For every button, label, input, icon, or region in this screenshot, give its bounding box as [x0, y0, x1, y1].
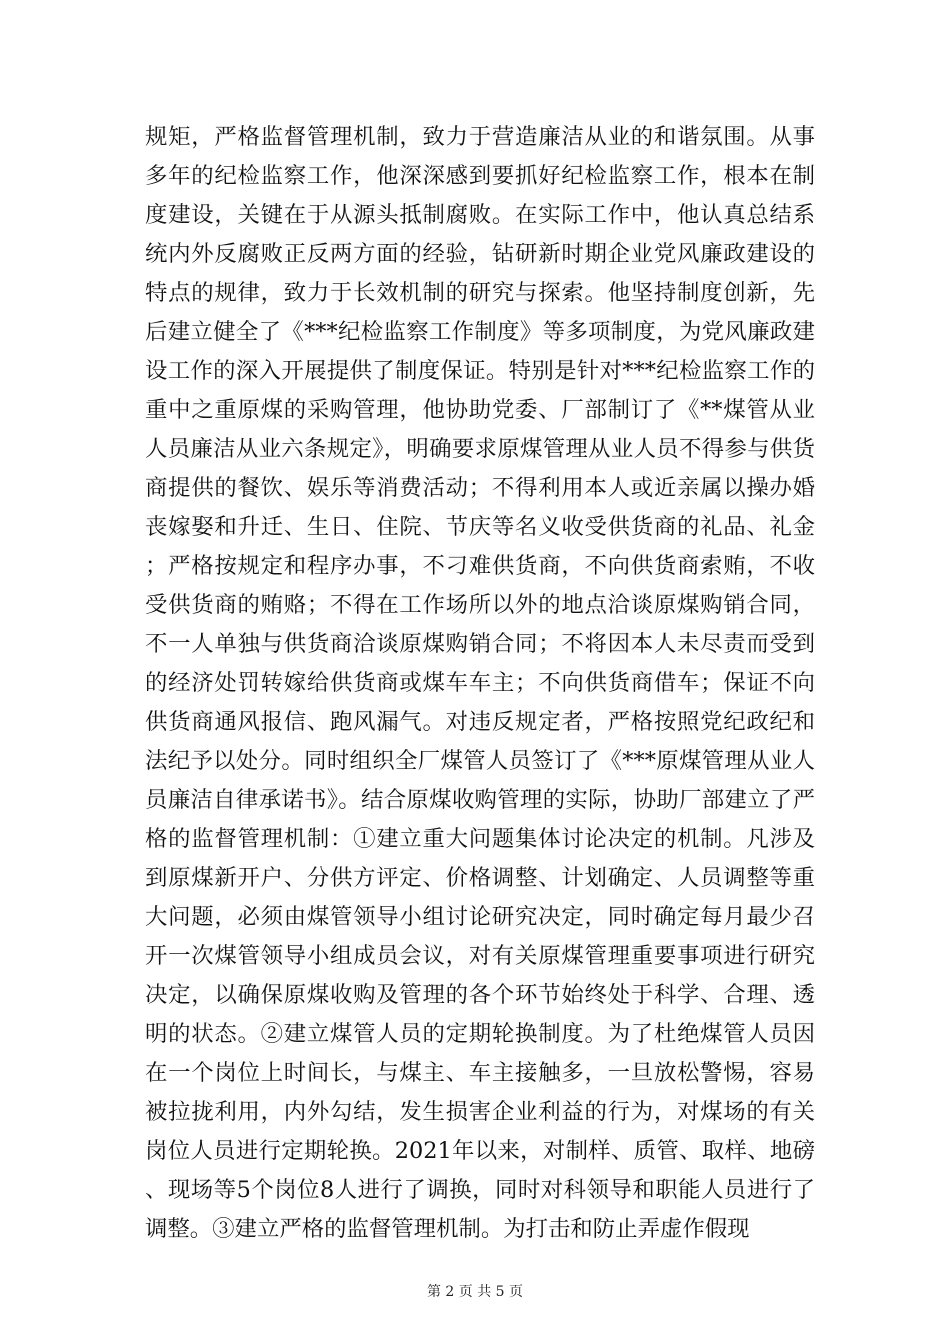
body-paragraph: 规矩，严格监督管理机制，致力于营造廉洁从业的和谐氛围。从事多年的纪检监察工作，他深深感到要抓好纪检监察工作，根本在制度建设，关键在于从源头抵制腐败。在实际工作中，他认真总结系统内外反腐败正反两方面的经验，钻研新时期企业党风廉政建设的特点的规律，致力于长效机制的研究与探索。他坚持制度创新，先后建立健全了《***纪检监察工作制度》等多项制度，为党风廉政建设工作的深入开展提供了制度保证。特别是针对***纪检监察工作的重中之重原煤的采购管理，他协助党委、厂部制订了《**煤管从业人员廉洁从业六条规定》，明确要求原煤管理从业人员不得参与供货商提供的餐饮、娱乐等消费活动；不得利用本人或近亲属以操办婚丧嫁娶和升迁、生日、住院、节庆等名义收受供货商的礼品、礼金；严格按规定和程序办事，不刁难供货商，不向供货商索贿，不收受供货商的贿赂；不得在工作场所以外的地点洽谈原煤购销合同，不一人单独与供货商洽谈原煤购销合同；不将因本人未尽责而受到的经济处罚转嫁给供货商或煤车车主；不向供货商借车；保证不向供货商通风报信、跑风漏气。对违反规定者，严格按照党纪政纪和法纪予以处分。同时组织全厂煤管人员签订了《***原煤管理从业人员廉洁自律承诺书》。结合原煤收购管理的实际，协助厂部建立了严格的监督管理机制：①建立重大问题集体讨论决定的机制。凡涉及到原煤新开户、分供方评定、价格调整、计划确定、人员调整等重大问题，必须由煤管领导小组讨论研究决定，同时确定每月最少召开一次煤管领导小组成员会议，对有关原煤管理重要事项进行研究决定，以确保原煤收购及管理的各个环节始终处于科学、合理、透明的状态。②建立煤管人员的定期轮换制度。为了杜绝煤管人员因在一个岗位上时间长，与煤主、车主接触多，一旦放松警惕，容易被拉拢利用，内外勾结，发生损害企业利益的行为，对煤场的有关岗位人员进行定期轮换。2021年以来，对制样、质管、取样、地磅、现场等5个岗位8人进行了调换，同时对科领导和职能人员进行了调整。③建立严格的监督管理机制。为打击和防止弄虚作假现 — [145, 124, 815, 1242]
page-number-footer: 第 2 页 共 5 页 — [426, 1284, 524, 1300]
